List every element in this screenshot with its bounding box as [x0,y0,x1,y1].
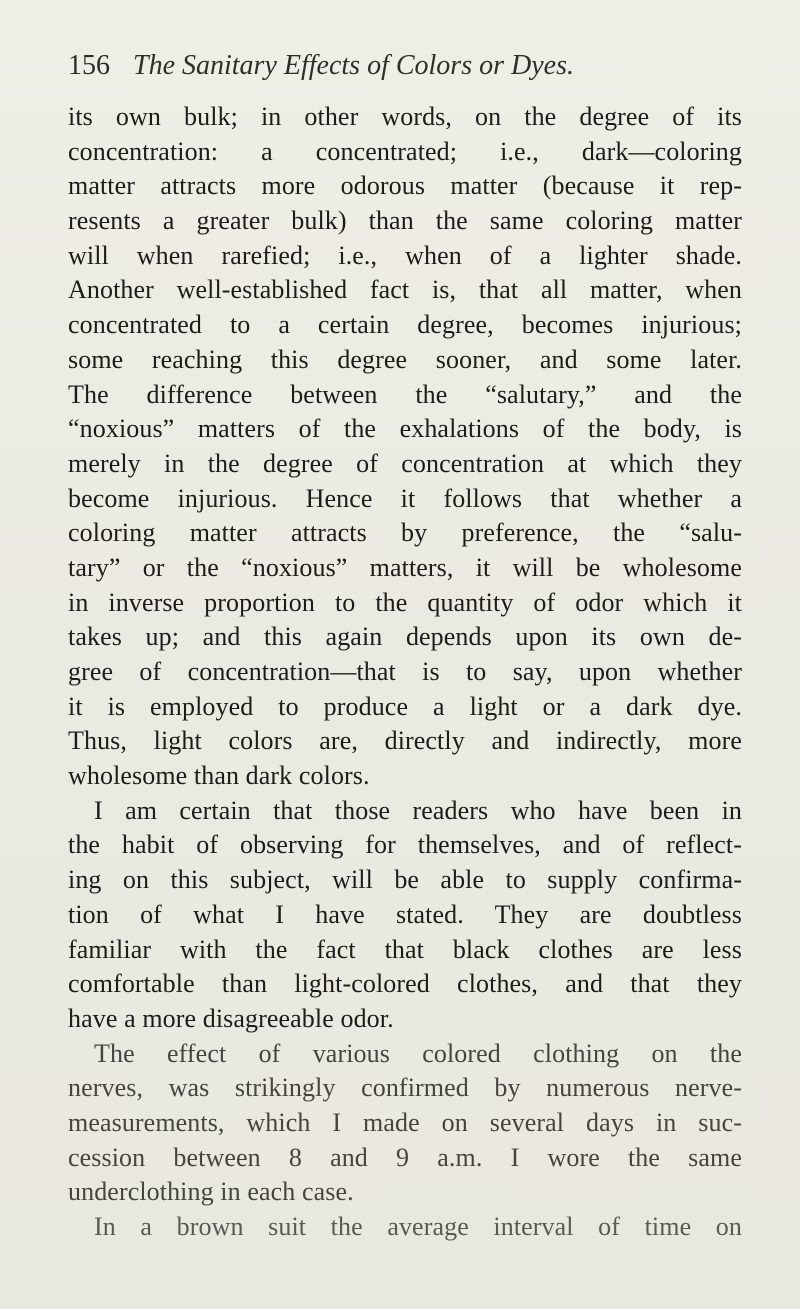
text-line: wholesome than dark colors. [68,761,370,791]
text-line: some reaching this degree sooner, and some later. [68,344,742,374]
text-line: I am certain that those readers who have been in [94,795,742,825]
text-line: will when rarefied; i.e., when of a lighter shade. [68,240,742,270]
text-line: cession between 8 and 9 a.m. I wore the same [68,1142,742,1172]
text-line: takes up; and this again depends upon its own de- [68,622,742,652]
paragraph [68,1037,742,1210]
text-line: “noxious” matters of the exhalations of the body, is [68,414,742,444]
running-title: The Sanitary Effects of Colors or Dyes. [133,50,574,81]
text-line: tary” or the “noxious” matters, it will be wholesome [68,552,742,582]
text-line: it is employed to produce a light or a dark dye. [68,691,742,721]
text-line: measurements, which I made on several days in suc- [68,1107,742,1137]
text-line: familiar with the fact that black clothes are less [68,934,742,964]
text-line: concentrated to a certain degree, becomes injurious; [68,310,742,340]
page-header [68,44,748,88]
text-line: In a brown suit the average interval of time on [94,1212,742,1241]
text-line: coloring matter attracts by preference, the “salu- [68,518,742,548]
text-line: its own bulk; in other words, on the degree of its [68,102,742,131]
paragraph [68,794,742,1037]
text-line: resents a greater bulk) than the same coloring matter [68,206,742,236]
text-line: tion of what I have stated. They are doubtless [68,899,742,929]
text-line: underclothing in each case. [68,1177,354,1207]
paragraph [68,1210,742,1245]
text-line: nerves, was strikingly confirmed by numerous nerve- [68,1073,742,1103]
page-number: 156 [68,50,110,81]
text-line: in inverse proportion to the quantity of odor which it [68,587,742,617]
text-line: have a more disagreeable odor. [68,1003,394,1033]
text-line: Thus, light colors are, directly and indirectly, more [68,726,742,756]
paragraph [68,100,742,794]
text-line: the habit of observing for themselves, and of reflect- [68,830,742,860]
text-line: comfortable than light-colored clothes, and that they [68,969,742,999]
text-line: merely in the degree of concentration at which they [68,448,742,478]
text-line: ing on this subject, will be able to supply confirma- [68,865,742,895]
body-text [68,100,742,1245]
text-line: concentration: a concentrated; i.e., dark—coloring [68,136,742,166]
text-line: The difference between the “salutary,” and the [68,379,742,409]
text-line: become injurious. Hence it follows that whether a [68,483,742,513]
text-line: The effect of various colored clothing on the [94,1038,742,1068]
text-line: Another well-established fact is, that all matter, when [68,275,742,305]
text-line: gree of concentration—that is to say, upon whether [68,657,742,686]
text-line: matter attracts more odorous matter (because it rep- [68,171,742,201]
